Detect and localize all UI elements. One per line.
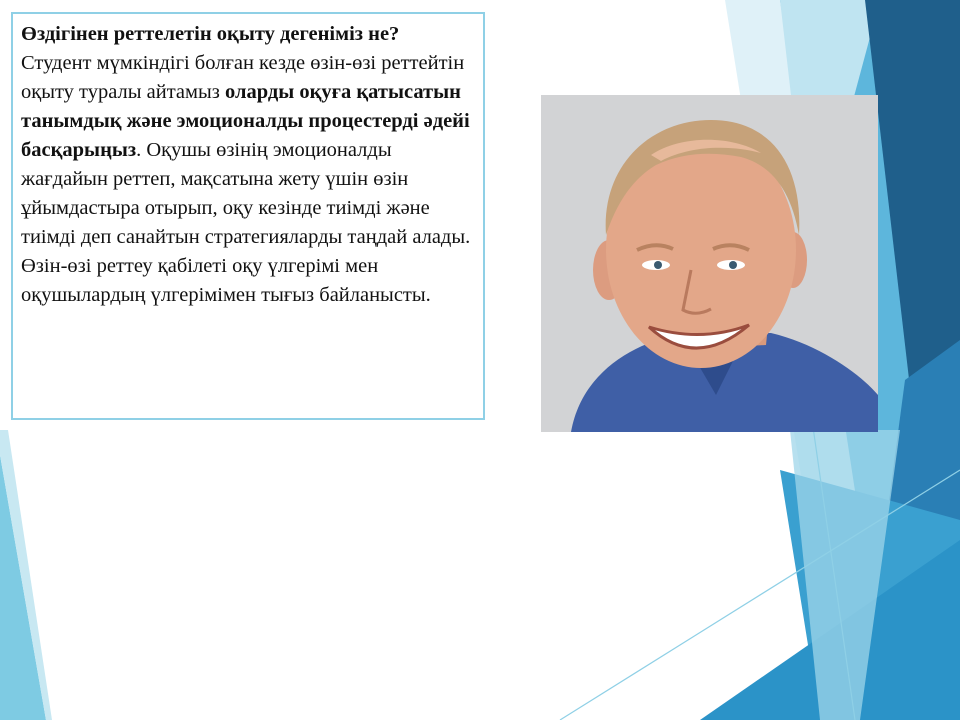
paragraph-intro: Студент мүмкіндігі болған кезде өзін-өзі реттейтін оқыту туралы айтамыз — [21, 52, 465, 103]
portrait-photo — [541, 95, 878, 432]
heading: Өздігінен реттелетін оқыту дегеніміз не? — [21, 23, 400, 45]
body-paragraph — [21, 20, 475, 310]
text-box — [11, 12, 485, 420]
paragraph-bold: оларды оқуға қатысатын танымдық және эмоционалды процестерді әдейі басқарыңыз — [21, 81, 470, 161]
paragraph-rest: . Оқушы өзінің эмоционалды жағдайын реттеп, мақсатына жету үшін өзін ұйымдастыра отырып, оқу кезінде тиімді және тиімді деп санайтын стратегияларды таңдай алады. Өзін-өзі реттеу қабілеті оқу үлгерімі мен оқушылардың үлгерімімен тығыз байланысты. — [21, 139, 471, 306]
portrait-illustration — [541, 95, 878, 432]
